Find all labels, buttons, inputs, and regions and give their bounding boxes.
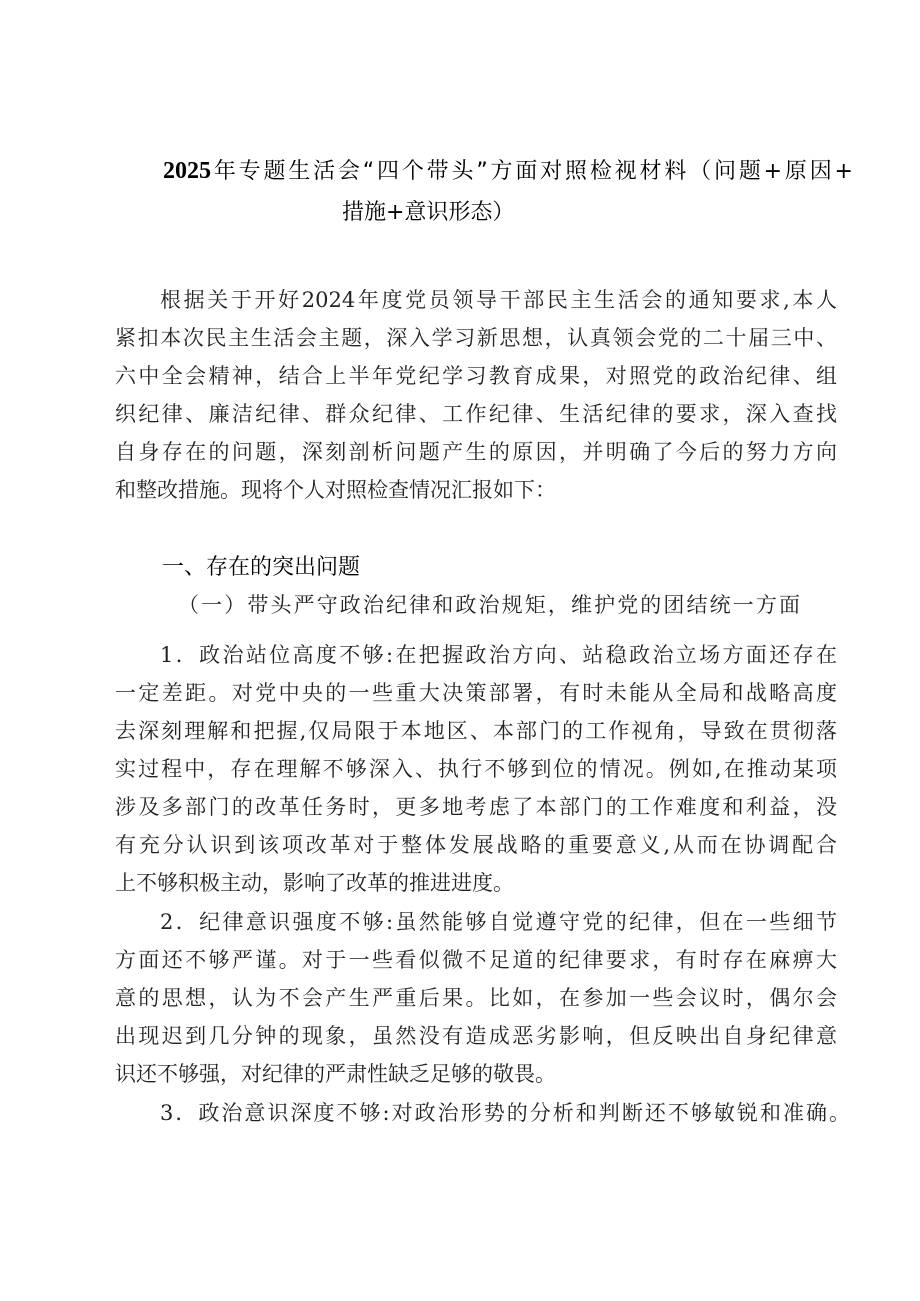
intro-line: 自身存在的问题，深刻剖析问题产生的原因，并明确了今后的努力方向 <box>115 440 837 464</box>
intro-line: 紧扣本次民主生活会主题，深入学习新思想，认真领会党的二十届三中、 <box>115 326 837 350</box>
item-1-line: 涉及多部门的改革任务时，更多地考虑了本部门的工作难度和利益，没 <box>115 795 837 819</box>
item-2-line: 出现迟到几分钟的现象，虽然没有造成恶劣影响，但反映出自身纪律意 <box>115 1024 837 1048</box>
title-year: 2025 <box>163 158 211 184</box>
item-2-line: 方面还不够严谨。对于一些看似微不足道的纪律要求，有时存在麻痹大 <box>115 948 837 972</box>
title-text: 年专题生活会“四个带头”方面对照检视材料（问题+原因+ <box>211 159 853 184</box>
item-1-line: 上不够积极主动，影响了改革的推进进度。 <box>115 871 514 895</box>
intro-line: 根据关于开好2024年度党员领导干部民主生活会的通知要求,本人 <box>160 288 837 312</box>
item-2-line: 2．纪律意识强度不够:虽然能够自觉遵守党的纪律，但在一些细节 <box>160 910 837 934</box>
item-1-line: 一定差距。对党中央的一些重大决策部署，有时未能从全局和战略高度 <box>115 681 837 705</box>
item-2-line: 意的思想，认为不会产生严重后果。比如，在参加一些会议时，偶尔会 <box>115 986 837 1010</box>
section-heading: 一、存在的突出问题 <box>162 555 361 580</box>
subsection-heading: （一）带头严守政治纪律和政治规矩，维护党的团结统一方面 <box>178 593 800 617</box>
item-1-line: 实过程中，存在理解不够深入、执行不够到位的情况。例如,在推动某项 <box>115 757 837 781</box>
intro-line: 织纪律、廉洁纪律、群众纪律、工作纪律、生活纪律的要求，深入查找 <box>115 402 837 426</box>
intro-line: 六中全会精神，结合上半年党纪学习教育成果，对照党的政治纪律、组 <box>115 364 837 388</box>
item-1-line: 去深刻理解和把握,仅局限于本地区、本部门的工作视角，导致在贯彻落 <box>115 719 837 743</box>
item-2-line: 识还不够强，对纪律的严肃性缺乏足够的敬畏。 <box>115 1062 556 1086</box>
item-1-line: 有充分认识到该项改革对于整体发展战略的重要意义,从而在协调配合 <box>115 833 837 857</box>
intro-line: 和整改措施。现将个人对照检查情况汇报如下： <box>115 478 556 502</box>
document-title-line-2: 措施+意识形态） <box>342 200 515 225</box>
document-title-line-1 <box>163 159 853 183</box>
item-1-line: 1．政治站位高度不够:在把握政治方向、站稳政治立场方面还存在 <box>160 643 837 667</box>
item-3-line: 3．政治意识深度不够:对政治形势的分析和判断还不够敏锐和准确。 <box>160 1101 850 1125</box>
